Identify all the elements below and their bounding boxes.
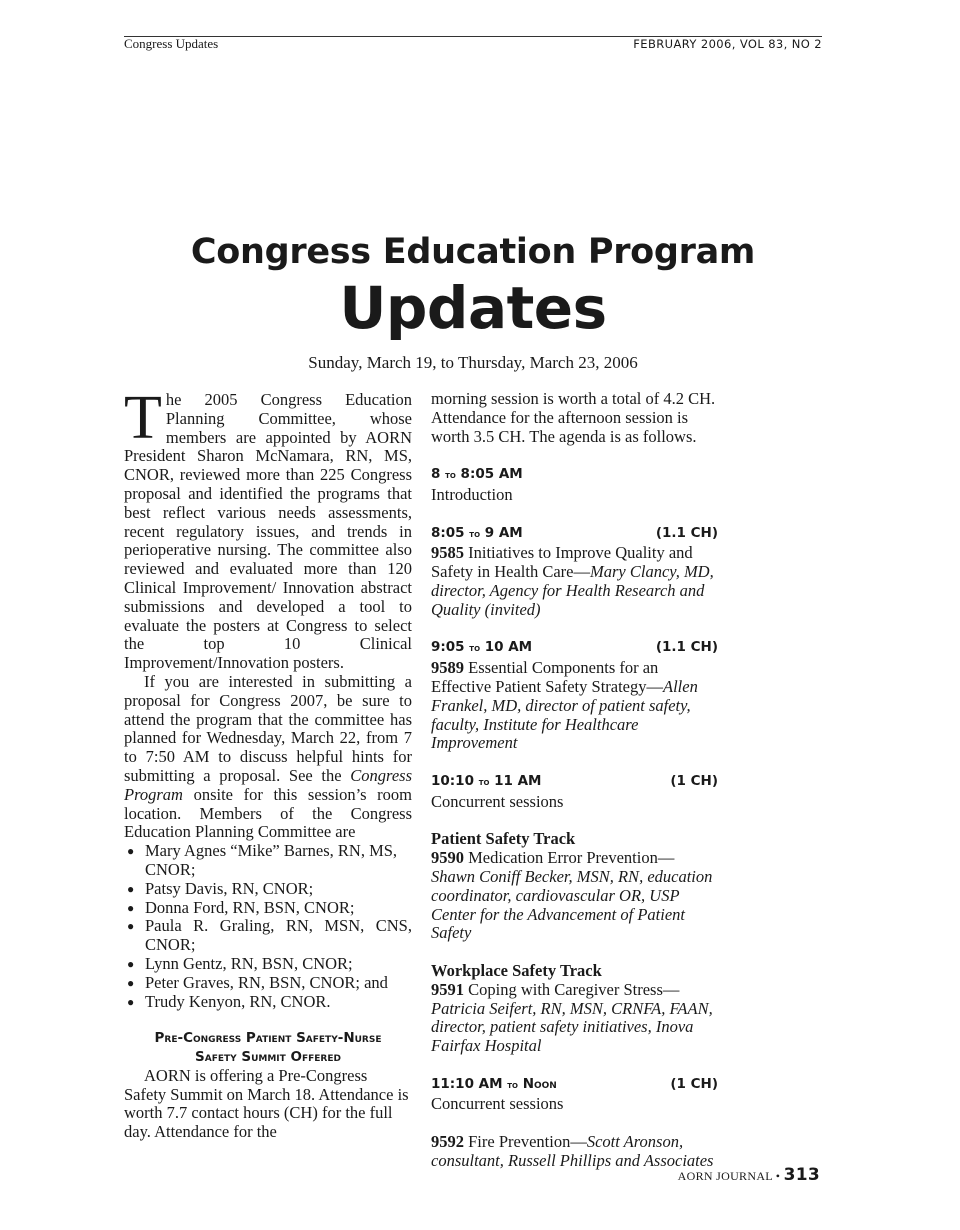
bullet-icon: ●	[127, 900, 135, 915]
session-code: 9592	[431, 1132, 464, 1152]
time-line: 9:05 to 10 AM (1.1 CH)	[431, 638, 718, 659]
list-item: ● Mary Agnes “Mike” Barnes, RN, MS, CNOR;	[127, 841, 398, 879]
agenda-slot-9585	[431, 524, 718, 620]
agenda-intro: morning session is worth a total of 4.2 CH. Attendance for the afternoon session is worth 3.5 CH. The agenda is as follows.	[431, 389, 716, 446]
speaker: Shawn Coniff Becker, MSN, RN, education coordinator, cardiovascular OR, USP Center for the Advancement of Patient Safety	[431, 866, 713, 943]
track-workplace-safety	[431, 962, 718, 1056]
list-item: ● Peter Graves, RN, BSN, CNOR; and	[127, 972, 388, 992]
title-block	[0, 226, 946, 374]
list-item: ● Patsy Davis, RN, CNOR;	[127, 878, 314, 898]
bullet-icon: ●	[127, 994, 135, 1009]
bullet-icon: ●	[127, 975, 135, 990]
speaker: Scott Aronson, consultant, Russell Phillips and Associates	[431, 1132, 714, 1170]
session-code: 9590	[431, 848, 464, 868]
list-item: ● Trudy Kenyon, RN, CNOR.	[127, 991, 331, 1011]
summit-paragraph: AORN is offering a Pre-Congress Safety Summit on March 18. Attendance is worth 7.7 contact hours (CH) for the full day. Attendance for the	[124, 1065, 409, 1142]
committee-member-list	[124, 842, 412, 1011]
event-dates: Sunday, March 19, to Thursday, March 23, 2006	[308, 353, 638, 372]
session-description: 9590 Medication Error Prevention—Shawn Coniff Becker, MSN, RN, education coordinator, cardiovascular OR, USP Center for the Advancement of Patient Safety	[431, 848, 713, 943]
track-title: Patient Safety Track	[431, 829, 576, 849]
track-patient-safety	[431, 830, 718, 943]
session-description: 9591 Coping with Caregiver Stress—Patricia Seifert, RN, MSN, CRNFA, FAAN, director, patient safety initiatives, Inova Fairfax Hospital	[431, 979, 713, 1056]
session-code: 9585	[431, 543, 464, 563]
running-head-section: Congress Updates	[124, 36, 219, 51]
left-column	[124, 384, 413, 1142]
session-description: 9592 Fire Prevention—Scott Aronson, consultant, Russell Phillips and Associates	[431, 1132, 714, 1170]
agenda-slot-intro: 8 to 8:05 AM Introduction	[431, 465, 718, 505]
agenda-slot-9589	[431, 638, 718, 753]
time-line: 11:10 AM to Noon (1 CH)	[431, 1075, 718, 1096]
drop-cap: T	[124, 384, 162, 452]
track-title: Workplace Safety Track	[431, 960, 602, 980]
session-code: 9591	[431, 979, 464, 999]
bullet-icon: ●	[127, 956, 135, 971]
agenda-slot-concurrent-1: 10:10 to 11 AM (1 CH) Concurrent sessions	[431, 772, 718, 811]
session-description: 9589 Essential Components for an Effective Patient Safety Strategy—Allen Frankel, MD, director of patient safety, faculty, Institute for Healthcare Improvement	[431, 658, 698, 753]
list-item: ● Paula R. Graling, RN, MSN, CNS, CNOR;	[127, 916, 412, 955]
agenda-slot-9592	[431, 1133, 718, 1171]
bullet-icon: ●	[127, 881, 135, 896]
speaker: Allen Frankel, MD, director of patient safety, faculty, Institute for Healthcare Improvement	[431, 676, 698, 753]
congress-program-title: Congress Program	[124, 765, 412, 804]
page-number: 313	[783, 1165, 820, 1185]
proposal-paragraph: If you are interested in submitting a proposal for Congress 2007, be sure to attend the program that the committee has planned for Wednesday, March 22, from 7 to 7:50 AM to discuss helpful hints for submitting a proposal. See the Congress Program onsite for this session’s room location. Members of the Congress Education Planning Committee are	[124, 671, 413, 842]
session-description: 9585 Initiatives to Improve Quality and Safety in Health Care—Mary Clancy, MD, director, Agency for Health Research and Quality (invited)	[431, 543, 714, 619]
journal-name: AORN JOURNAL	[677, 1169, 773, 1183]
intro-paragraph: The 2005 Congress Education Planning Committee, whose members are appointed by AORN President Sharon McNamara, RN, MS, CNOR, reviewed more than 225 Congress proposal and identified the programs that best reflect various needs assessments, recent regulatory issues, and trends in perioperative nursing. The committee also reviewed and evaluated more than 120 Clinical Improvement/ Innovation abstract submissions and developed a tool to evaluate the posters at Congress to select the top 10 Clinical Improvement/Innovation posters.	[124, 384, 412, 673]
agenda-slot-concurrent-2: 11:10 AM to Noon (1 CH) Concurrent sessions	[431, 1075, 718, 1114]
page-title-line2: Updates	[339, 274, 607, 342]
page-title-line1: Congress Education Program	[190, 232, 756, 272]
running-head-issue: FEBRUARY 2006, VOL 83, NO 2	[633, 37, 822, 51]
list-item: ● Lynn Gentz, RN, BSN, CNOR;	[127, 953, 353, 973]
time-line: 8:05 to 9 AM (1.1 CH)	[431, 524, 718, 545]
contact-hours: (1 CH)	[670, 1075, 718, 1092]
contact-hours: (1.1 CH)	[655, 524, 718, 541]
footer-separator: •	[775, 1169, 781, 1183]
time-line: 10:10 to 11 AM (1 CH)	[431, 772, 718, 793]
contact-hours: (1.1 CH)	[655, 639, 718, 656]
time-line: 8 to 8:05 AM	[431, 466, 523, 483]
speaker: Mary Clancy, MD, director, Agency for Health Research and Quality (invited)	[431, 562, 714, 619]
speaker: Patricia Seifert, RN, MSN, CRNFA, FAAN, director, patient safety initiatives, Inova Fairfax Hospital	[431, 998, 713, 1056]
summit-heading: Pre-Congress Patient Safety-Nurse Safety Summit Offered	[154, 1030, 382, 1066]
session-code: 9589	[431, 658, 464, 678]
bullet-icon: ●	[127, 844, 135, 859]
contact-hours: (1 CH)	[670, 772, 718, 789]
list-item: ● Donna Ford, RN, BSN, CNOR;	[127, 897, 355, 917]
right-column	[431, 390, 718, 1171]
page-footer	[678, 1163, 820, 1188]
bullet-icon: ●	[127, 919, 135, 934]
